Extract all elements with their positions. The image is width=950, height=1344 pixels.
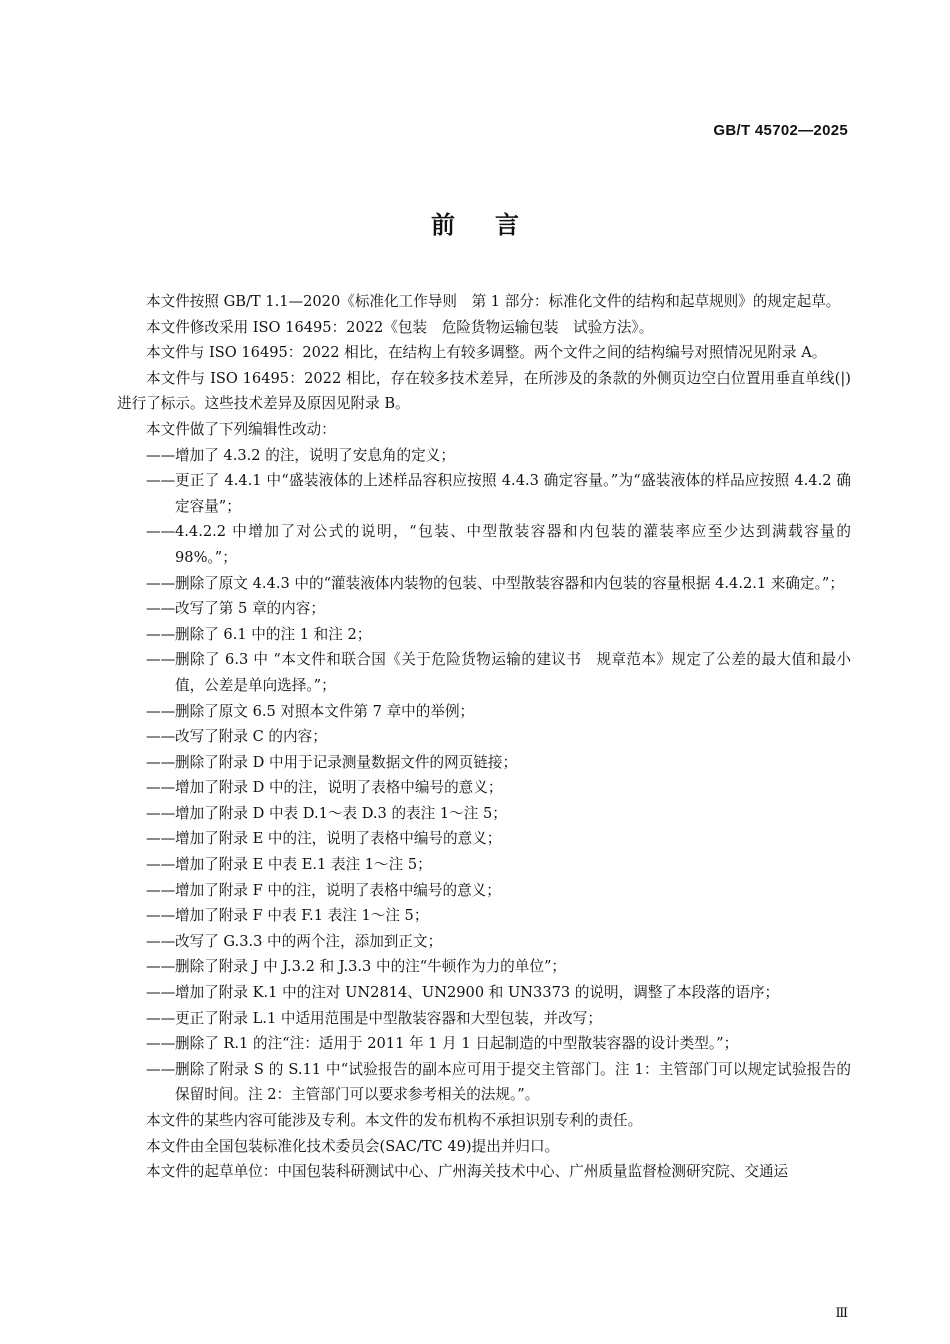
list-item [117,878,851,904]
list-item-text: 改写了第 5 章的内容； [175,600,325,618]
list-item-text: 删除了 6.1 中的注 1 和注 2； [175,625,372,643]
dash-marker: —— [146,574,176,592]
list-item [117,980,851,1006]
list-item [117,903,851,929]
dash-marker: —— [146,446,176,464]
list-item [117,1006,851,1032]
list-item-text: 4.4.2.2 中增加了对公式的说明，“包装、中型散装容器和内包装的灌装率应至少达到满载容量的 98%。”； [175,523,851,566]
list-item-text: 删除了附录 D 中用于记录测量数据文件的网页链接； [175,753,518,771]
list-item-text: 增加了附录 E 中的注，说明了表格中编号的意义； [175,830,502,848]
dash-marker: —— [146,753,176,771]
list-item-text: 删除了 6.3 中 “本文件和联合国《关于危险货物运输的建议书 规章范本》规定了公差的最大值和最小值，公差是单向选择。”； [175,651,851,694]
dash-marker: —— [146,728,176,746]
paragraph: 本文件与 ISO 16495：2022 相比，在结构上有较多调整。两个文件之间的结构编号对照情况见附录 A。 [146,344,827,362]
page-number: Ⅲ [835,1306,848,1321]
list-item-text: 增加了附录 E 中表 E.1 表注 1～注 5； [175,856,432,874]
paragraph: 本文件修改采用 ISO 16495：2022《包装 危险货物运输包装 试验方法》。 [146,318,654,336]
list-item [117,801,851,827]
list-item [117,596,851,622]
list-item [117,826,851,852]
list-item-text: 更正了附录 L.1 中适用范围是中型散装容器和大型包装，并改写； [175,1009,602,1027]
list-item-text: 增加了附录 D 中表 D.1～表 D.3 的表注 1～注 5； [175,804,507,822]
list-item [117,929,851,955]
dash-marker: —— [146,600,176,618]
page-title: 前言 [431,211,559,239]
list-item [117,647,851,698]
dash-marker: —— [146,856,176,874]
dash-marker: —— [146,625,176,643]
list-item-text: 更正了 4.4.1 中“盛装液体的上述样品容积应按照 4.4.3 确定容量。”为“盛装液体的样品应按照 4.4.2 确定容量”； [175,472,851,515]
dash-marker: —— [146,779,176,797]
list-item [117,622,851,648]
list-item-text: 增加了 4.3.2 的注，说明了安息角的定义； [175,446,455,464]
paragraph: 本文件的起草单位：中国包装科研测试中心、广州海关技术中心、广州质量监督检测研究院、交通运 [146,1163,789,1181]
list-item [117,519,851,570]
dash-marker: —— [146,651,176,669]
document-body [117,289,851,1185]
dash-marker: —— [146,804,176,822]
list-item [117,724,851,750]
paragraph: 本文件按照 GB/T 1.1—2020《标准化工作导则 第 1 部分：标准化文件的结构和起草规则》的规定起草。 [146,293,841,310]
list-item-text: 增加了附录 F 中的注，说明了表格中编号的意义； [175,881,501,899]
dash-marker: —— [146,932,176,950]
list-item [117,699,851,725]
dash-marker: —— [146,1060,176,1078]
list-item [117,852,851,878]
dash-marker: —— [146,984,176,1002]
list-item-text: 改写了附录 C 的内容； [175,728,327,746]
list-item-text: 删除了附录 S 的 S.11 中“试验报告的副本应可用于提交主管部门。注 1：主管部门可以规定试验报告的保留时间。注 2：主管部门可以要求参考相关的法规。”。 [175,1060,851,1104]
paragraph: 本文件的某些内容可能涉及专利。本文件的发布机构不承担识别专利的责任。 [146,1112,643,1129]
standard-code: GB/T 45702—2025 [713,122,848,139]
paragraph: 本文件做了下列编辑性改动： [146,420,336,438]
list-item [117,750,851,776]
dash-marker: —— [146,523,176,541]
dash-marker: —— [146,958,176,976]
list-item [117,775,851,801]
dash-marker: —— [146,881,176,899]
dash-marker: —— [146,702,176,720]
list-item-text: 增加了附录 D 中的注，说明了表格中编号的意义； [175,779,503,797]
list-item-text: 增加了附录 F 中表 F.1 表注 1～注 5； [175,907,429,925]
list-item [117,1031,851,1057]
list-item-text: 删除了原文 6.5 对照本文件第 7 章中的举例； [175,702,475,720]
list-item-text: 增加了附录 K.1 中的注对 UN2814、UN2900 和 UN3373 的说明，调整了本段落的语序； [175,984,780,1002]
dash-marker: —— [146,1009,176,1027]
list-item [117,1057,851,1108]
list-item-text: 删除了附录 J 中 J.3.2 和 J.3.3 中的注“牛顿作为力的单位”； [175,958,567,976]
list-item-text: 删除了 R.1 的注“注：适用于 2011 年 1 月 1 日起制造的中型散装容器的设计类型。”； [175,1035,739,1053]
dash-marker: —— [146,1035,176,1053]
dash-marker: —— [146,472,176,490]
list-item-text: 删除了原文 4.4.3 中的“灌装液体内装物的包装、中型散装容器和内包装的容量根据 4.4.2.1 来确定。”； [175,574,844,592]
dash-marker: —— [146,830,176,848]
list-item [117,954,851,980]
paragraph: 本文件与 ISO 16495：2022 相比，存在较多技术差异，在所涉及的条款的外侧页边空白位置用垂直单线(|)进行了标示。这些技术差异及原因见附录 B。 [117,369,851,413]
list-item [117,468,851,519]
paragraph: 本文件由全国包装标准化技术委员会(SAC/TC 49)提出并归口。 [146,1137,560,1155]
list-item [117,443,851,469]
dash-marker: —— [146,907,176,925]
list-item [117,571,851,597]
list-item-text: 改写了 G.3.3 中的两个注，添加到正文； [175,932,443,950]
